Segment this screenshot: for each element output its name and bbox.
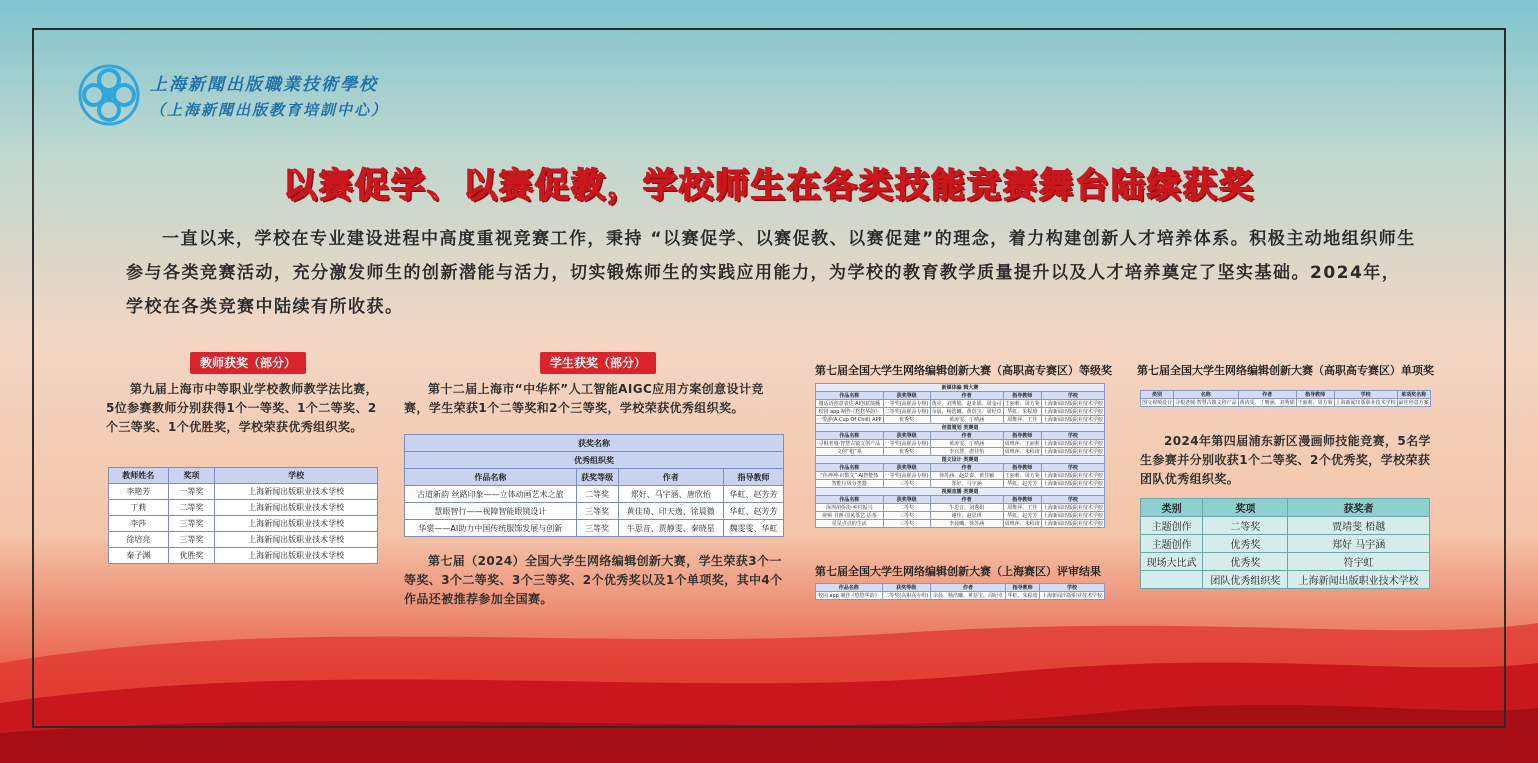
table-row <box>1141 553 1430 571</box>
table-cell: 牛思音、贾静雯、秦晓星 <box>618 520 723 537</box>
table-header-row <box>816 584 1105 592</box>
column-header: 单项奖名称 <box>1397 391 1430 399</box>
column-header: 获奖等级 <box>576 469 618 486</box>
column-header: 作者 <box>930 496 1003 504</box>
table-cell: 上海新闻出版职业技术学校 <box>215 516 378 532</box>
table-cell: 古道新韵 丝路印象——立体动画艺术之旅 <box>405 486 577 503</box>
table-cell: 上海新闻出版职业技术学校 <box>1288 571 1430 589</box>
table-cell: 周维萍、王佳 <box>1003 416 1041 424</box>
table-cell: 周维萍、朱程琦 <box>1004 449 1040 455</box>
table-cell: 余晨、杨浩曦、黄蓓宝、周纪卓 <box>930 592 1005 600</box>
table-cell: 上海新闻出版职业技术学校 <box>1042 409 1103 415</box>
column-header: 学校 <box>1041 464 1104 472</box>
table-header-row <box>1141 499 1430 517</box>
table-cell: 优秀奖 <box>1203 553 1288 571</box>
table-cell: 三等奖 <box>883 512 930 520</box>
table-cell: 主题创作 <box>1141 535 1203 553</box>
table-cell: 上海新闻出版职业技术学校 <box>215 532 378 548</box>
table-cell: 一等奖(高职高专组) <box>884 441 929 447</box>
table-cell: 二等奖 <box>168 500 215 516</box>
table-cell: 华虹、朱程琦 <box>1007 593 1038 599</box>
column-header: 作品名称 <box>816 464 884 472</box>
school-name: 上海新聞出版職業技術學校 <box>150 75 378 95</box>
table-cell: 创意策划 类赛道 <box>816 424 1105 432</box>
column-header: 作者 <box>930 432 1003 440</box>
table-cell: 黄涛雯、丁晴涵、刘秀娟 <box>1239 400 1295 406</box>
table-cell: 华虹、赵芳芳 <box>1003 512 1041 520</box>
table-cell: 二等奖 <box>576 486 618 503</box>
table-cell: 周维萍、朱程琦 <box>1004 521 1040 527</box>
table-cell: 二等奖(高职高专组) <box>884 409 929 415</box>
table-cell: 三等奖 <box>168 532 215 548</box>
table-row <box>816 416 1105 424</box>
table-cell: 深圳胡侨街·乡村振兴 <box>816 504 884 512</box>
table-row <box>816 472 1105 480</box>
table-cell: 图文视频设计 <box>1142 400 1173 406</box>
table-cell: 上海新闻出版职业技术学校 <box>215 500 378 516</box>
table-header-row <box>816 432 1105 440</box>
table-cell: 王丽莉、周方菊 <box>1297 400 1333 406</box>
table-cell: 现场大比武 <box>1141 553 1203 571</box>
table-cell: 三等奖 <box>883 520 930 528</box>
column-header: 作品名称 <box>816 584 883 592</box>
column-header: 学校 <box>1041 432 1104 440</box>
table-cell: 王丽莉、周方菊 <box>1004 401 1040 407</box>
column-header: 作者 <box>618 469 723 486</box>
table-row <box>109 500 378 516</box>
table-row <box>1141 535 1430 553</box>
table-header-row <box>816 496 1105 504</box>
table-cell: 慧眼智行——视障智能眼镜设计 <box>405 503 577 520</box>
table-cell: 微话语创意表达·AI创意演播 <box>816 400 884 408</box>
table-cell: 二等奖 <box>883 504 930 512</box>
column-header: 类别 <box>1141 499 1203 517</box>
table-cell: 李艳芳 <box>109 484 169 500</box>
column-header: 获奖等级 <box>883 464 930 472</box>
table-cell: 优秀奖 <box>1203 535 1288 553</box>
table-cell: 李晨曦、徐苏涵 <box>930 520 1003 528</box>
column-header: 指导教师 <box>1006 584 1040 592</box>
column-header: 获奖等级 <box>883 392 930 400</box>
track-band-row <box>816 488 1105 496</box>
column-header: 作品名称 <box>405 469 577 486</box>
column-header: 作品名称 <box>816 392 884 400</box>
table-cell: 主题创作 <box>1141 517 1203 535</box>
shanghai-result-title: 第七届全国大学生网络编辑创新大赛（上海赛区）评审结果 <box>815 565 1101 578</box>
table-cell: 三等奖 <box>576 503 618 520</box>
table-cell: 华虹、朱程琦 <box>1003 408 1041 416</box>
table-cell: 优秀奖 <box>883 416 930 424</box>
national-grade-table <box>815 383 1105 528</box>
column-header: 指导教师 <box>1003 496 1041 504</box>
table-row <box>1141 517 1430 535</box>
table-subheader: 优秀组织奖 <box>405 452 784 469</box>
table-cell: 团队优秀组织奖 <box>1203 571 1288 589</box>
table-cell: 优胜奖 <box>168 548 215 564</box>
table-cell: 寻根老城·智慧古镇文创产品 <box>816 440 884 448</box>
column-header: 作品名称 <box>816 496 884 504</box>
table-header-row <box>816 392 1105 400</box>
national-single-title: 第七届全国大学生网络编辑创新大赛（高职高专赛区）单项奖 <box>1137 364 1434 377</box>
school-logo <box>78 64 388 126</box>
table-cell: 上海新闻出版职业技术学校 <box>1042 473 1103 479</box>
table-row <box>816 440 1105 448</box>
pudong-paragraph: 2024年第四届浦东新区漫画师技能竞赛，5名学生参赛并分别收获1个二等奖、2个优秀奖，学校荣获团队优秀组织奖。 <box>1140 434 1431 486</box>
table-row <box>1141 399 1431 407</box>
table-cell: 视频 书画·国风茶艺 话茶 <box>816 512 884 520</box>
table-cell: 周维萍、王丽莉 <box>1004 441 1040 447</box>
column-header: 获奖等级 <box>883 496 930 504</box>
table-cell: 一等奖 <box>168 484 215 500</box>
track-band-row <box>816 384 1105 392</box>
table-cell: 上海新闻出版职业技术学校 <box>1042 441 1103 447</box>
table-row <box>816 512 1105 520</box>
column-header: 作者 <box>930 464 1003 472</box>
column-header: 类别 <box>1141 391 1174 399</box>
table-cell: 校园 app 制作·《悠悠华韵》 <box>816 408 884 416</box>
table-cell: 上海新闻出版职业技术学校 <box>1042 481 1103 487</box>
table-cell: 一带游(A Cup Of Chill) APP <box>817 417 882 423</box>
table-cell: 华虹、赵芳芳 <box>1003 480 1041 488</box>
table-cell: 华裳——AI助力中国传统服饰发展与创新 <box>405 520 577 537</box>
table-row <box>816 408 1105 416</box>
table-row <box>405 503 784 520</box>
column-header: 奖项 <box>1203 499 1288 517</box>
table-row <box>816 448 1105 456</box>
student-awards-table <box>404 434 784 537</box>
table-cell: 王丽莉、周方菊 <box>1004 473 1040 479</box>
column-header: 指导教师 <box>723 469 783 486</box>
table-row <box>109 532 378 548</box>
table-cell: 上海新闻出版职业技术学校 <box>1042 401 1103 407</box>
table-cell: 符宇虹 <box>1288 553 1430 571</box>
table-header-row <box>816 464 1105 472</box>
table-cell: 上海新闻出版职业技术学校 <box>215 548 378 564</box>
table-cell: 李兴慧、唐佳怡 <box>930 448 1003 456</box>
table-cell: 谢佳、赵思琪 <box>930 512 1003 520</box>
table-cell: 上海新闻出版职业技术学校 <box>1042 449 1103 455</box>
table-cell: 黄涛雯、丁晴涵 <box>930 416 1003 424</box>
table-cell: 黄亮、刘秀娟、赵菲娟、周金可 <box>931 401 1002 407</box>
column-header: 学校 <box>1041 496 1104 504</box>
column-header: 名称 <box>1174 391 1239 399</box>
student-paragraph: 第十二届上海市“中华杯”人工智能AIGC应用方案创意设计竞赛，学生荣获1个二等奖和2个三等奖，学校荣获优秀组织奖。 <box>404 382 764 415</box>
table-row <box>816 592 1105 600</box>
table-cell: 上海新闻出版职业技术学校 <box>1040 592 1105 600</box>
table-cell: 优秀奖 <box>883 448 930 456</box>
table-row <box>405 486 784 503</box>
column-header: 教师姓名 <box>109 468 169 484</box>
table-row <box>816 480 1105 488</box>
table-cell: 一等奖(高职高专组) <box>884 473 929 479</box>
column-header: 指导教师 <box>1003 464 1041 472</box>
table-cell: 图文设计 类赛道 <box>816 456 1105 464</box>
table-cell: 上海新闻出版职业技术学校 <box>1042 417 1103 423</box>
table-cell: 郑好、马宇涵 <box>930 480 1003 488</box>
table-header: 获奖名称 <box>405 435 784 452</box>
table-cell: 三等奖 <box>576 520 618 537</box>
column-header: 学校 <box>1041 392 1104 400</box>
national-grade-title: 第七届全国大学生网络编辑创新大赛（高职高专赛区）等级奖 <box>815 364 1112 377</box>
table-cell: 郑好 马宇涵 <box>1288 535 1430 553</box>
table-cell: 华虹、赵芳芳 <box>723 503 783 520</box>
track-band-row <box>816 424 1105 432</box>
table-row <box>109 484 378 500</box>
national-single-table <box>1140 390 1431 407</box>
column-header: 作者 <box>930 584 1005 592</box>
column-header: 作者 <box>930 392 1003 400</box>
table-cell: “你神神·识数文”·AI智能体 <box>816 472 884 480</box>
table-cell: 三等奖 <box>883 480 930 488</box>
table-row <box>816 504 1105 512</box>
board-frame <box>32 28 1506 728</box>
table-cell: 周维萍、王佳 <box>1003 504 1041 512</box>
teacher-paragraph: 第九届上海市中等职业学校教师教学法比赛，5位参赛教师分别获得1个一等奖、1个二等奖、2个三等奖、1个优胜奖，学校荣获优秀组织奖。 <box>106 382 379 434</box>
table-cell: 黄涛雯、丁晴涵 <box>930 440 1003 448</box>
table-cell: 星星点点的生活 <box>816 520 884 528</box>
table-cell: 上海新闻出版职业技术学校 <box>215 484 378 500</box>
table-cell: 二等奖(高职高专组) <box>882 592 930 600</box>
table-row <box>816 520 1105 528</box>
table-row <box>109 548 378 564</box>
column-header: 指导教师 <box>1296 391 1334 399</box>
table-row <box>816 400 1105 408</box>
column-header: 获奖者 <box>1288 499 1430 517</box>
table-header-row <box>1141 391 1431 399</box>
table-cell: 徐培亮 <box>109 532 169 548</box>
track-band-row <box>816 456 1105 464</box>
table-row <box>109 516 378 532</box>
table-cell: 视频直播 类赛道 <box>816 488 1105 496</box>
table-row <box>1141 571 1430 589</box>
table-cell: 余晨、杨浩曦、黄蓓宝、周纪卓 <box>931 409 1002 415</box>
school-subname: （上海新聞出版教育培訓中心） <box>150 101 389 119</box>
school-logo-icon <box>78 64 140 126</box>
table-cell: 上海新闻出版职业技术学校 <box>1042 513 1103 519</box>
column-header: 获奖等级 <box>882 584 930 592</box>
table-cell: 三等奖 <box>168 516 215 532</box>
table-cell: 智能垃圾分类器 <box>816 480 884 488</box>
teacher-awards-table <box>108 467 378 564</box>
column-header: 学校 <box>1334 391 1397 399</box>
student-paragraph-2: 第七届（2024）全国大学生网络编辑创新大赛，学生荣获3个一等奖、3个二等奖、3个三等奖、2个优秀奖以及1个单项奖，其中4个作品还被推荐参加全国赛。 <box>404 554 783 606</box>
pudong-awards-table <box>1140 498 1430 589</box>
column-header: 学校 <box>215 468 378 484</box>
table-cell: 徐苏涵、赵景泰、黄佳颖 <box>930 472 1003 480</box>
column-header: 指导教师 <box>1003 432 1041 440</box>
table-cell: 丁莉 <box>109 500 169 516</box>
column-header: 作者 <box>1238 391 1296 399</box>
teacher-awards-tag: 教师获奖（部分） <box>190 352 306 374</box>
page-title: 以赛促学、以赛促教，学校师生在各类技能竞赛舞台陆续获奖 <box>283 166 1255 206</box>
intro-paragraph: 一直以来，学校在专业建设进程中高度重视竞赛工作，秉持 “以赛促学、以赛促教、以赛促建”的理念，着力构建创新人才培养体系。积极主动地组织师生参与各类竞赛活动，充分激发师生的创新潜能与活力，切实锻炼师生的实践应用能力，为学校的教育教学质量提升以及人才培养奠定了坚实基础。2024年，学校在各类竞赛中陆续有所收获。 <box>126 229 1416 317</box>
table-cell: 秦子渊 <box>109 548 169 564</box>
column-header: 学校 <box>1040 584 1105 592</box>
column-header: 指导教师 <box>1003 392 1041 400</box>
table-cell: 上海新闻出版职业技术学校 <box>1042 521 1103 527</box>
table-cell: 郑好、马宇涵、唐欣怡 <box>618 486 723 503</box>
column-header: 获奖等级 <box>883 432 930 440</box>
table-cell: 文创“根”系 <box>816 448 884 456</box>
table-cell <box>1141 571 1203 589</box>
table-cell: 魏雯雯、华虹 <box>723 520 783 537</box>
column-header: 作品名称 <box>816 432 884 440</box>
student-awards-tag: 学生获奖（部分） <box>540 352 656 374</box>
table-cell: 李莎 <box>109 516 169 532</box>
table-cell: 上海新闻出版职业技术学校 <box>1042 505 1103 511</box>
table-cell: 校园 app 制作·《悠悠华韵》 <box>816 592 883 600</box>
table-cell: 上海新闻出版职业技术学校 <box>1335 400 1396 406</box>
shanghai-result-table <box>815 583 1105 600</box>
column-header: 奖项 <box>168 468 215 484</box>
table-cell: 贾靖斐 梧越 <box>1288 517 1430 535</box>
table-cell: 黄佳琦、印天逸、徐晨微 <box>618 503 723 520</box>
table-row <box>405 520 784 537</box>
table-cell: 二等奖 <box>1203 517 1288 535</box>
table-cell: 最佳创意方案 <box>1398 400 1429 406</box>
table-cell: 一等奖(高职高专组) <box>884 401 929 407</box>
table-cell: 华虹、赵芳芳 <box>723 486 783 503</box>
table-cell: 牛思音、刘秀娟 <box>930 504 1003 512</box>
table-cell: 寻根老城·智慧古镇文创产品 <box>1175 400 1237 406</box>
table-cell: 新媒体编 辑大赛 <box>816 384 1105 392</box>
